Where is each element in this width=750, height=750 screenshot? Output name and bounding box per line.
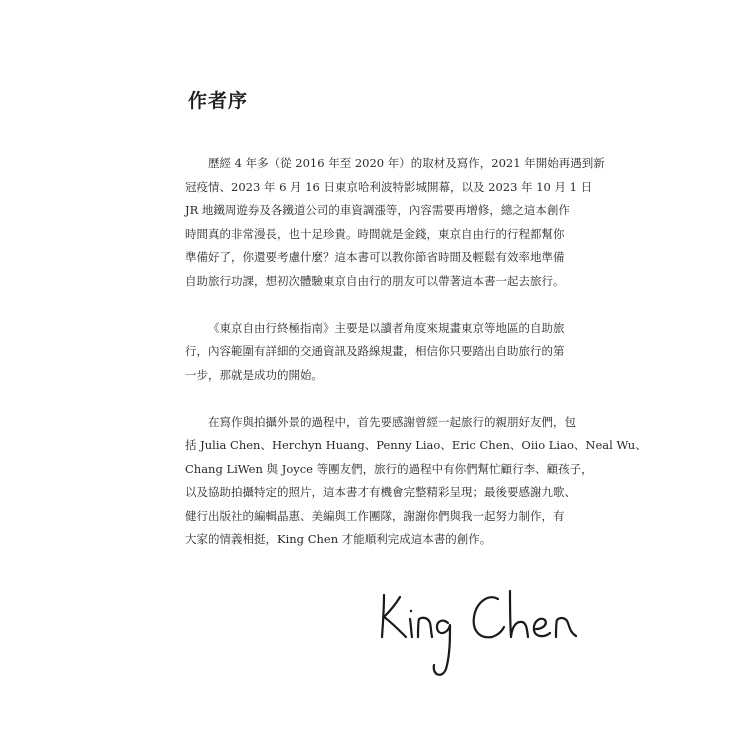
paragraph-line: 自助旅行功課，想初次體驗東京自由行的朋友可以帶著這本書一起去旅行。: [185, 273, 565, 288]
paragraph-line: 以及協助拍攝特定的照片，這本書才有機會完整精彩呈現；最後要感謝九歌、: [185, 485, 576, 499]
paragraph-line: Chang LiWen 與 Joyce 等團友們，旅行的過程中有你們幫忙顧行李、顧孩子，: [185, 461, 593, 476]
paragraph-3: [185, 411, 647, 552]
paragraph-line: JR 地鐵周遊券及各鐵道公司的車資調漲等，內容需要再增修，總之這本創作: [185, 203, 570, 217]
paragraph-line: 歷經 4 年多（從 2016 年至 2020 年）的取材及寫作，2021 年開始再遇到新: [208, 156, 605, 170]
paragraph-line: 大家的情義相挺，King Chen 才能順利完成這本書的創作。: [185, 532, 492, 546]
paragraph-line: 在寫作與拍攝外景的過程中，首先要感謝曾經一起旅行的親朋好友們，包: [208, 414, 576, 429]
paragraph-line: 括 Julia Chen、Herchyn Huang、Penny Liao、Eric Chen、Oiio Liao、Neal Wu、: [185, 438, 647, 452]
paragraph-line: 一步，那就是成功的開始。: [185, 367, 323, 382]
paragraph-line: 健行出版社的編輯晶惠、美編與工作團隊，謝謝你們與我一起努力制作，有: [185, 508, 565, 523]
paragraph-line: 冠疫情、2023 年 6 月 16 日東京哈利波特影城開幕，以及 2023 年 10 月 1 日: [185, 179, 593, 194]
paragraph-1: [185, 152, 605, 293]
paragraph-2: [185, 317, 575, 388]
page-title: 作者序: [188, 90, 249, 112]
paragraph-line: 準備好了，你還要考慮什麼？這本書可以教你節省時間及輕鬆有效率地準備: [185, 250, 565, 264]
paragraph-line: 時間真的非常漫長，也十足珍貴。時間就是金錢，東京自由行的行程都幫你: [185, 226, 565, 241]
preface-body: [185, 152, 647, 575]
paragraph-line: 行，內容範圍有詳細的交通資訊及路線規畫，相信你只要踏出自助旅行的第: [185, 344, 565, 358]
handwritten-signature: [370, 575, 600, 685]
paragraph-line: 《東京自由行終極指南》主要是以讀者角度來規畫東京等地區的自助旅: [208, 320, 565, 335]
